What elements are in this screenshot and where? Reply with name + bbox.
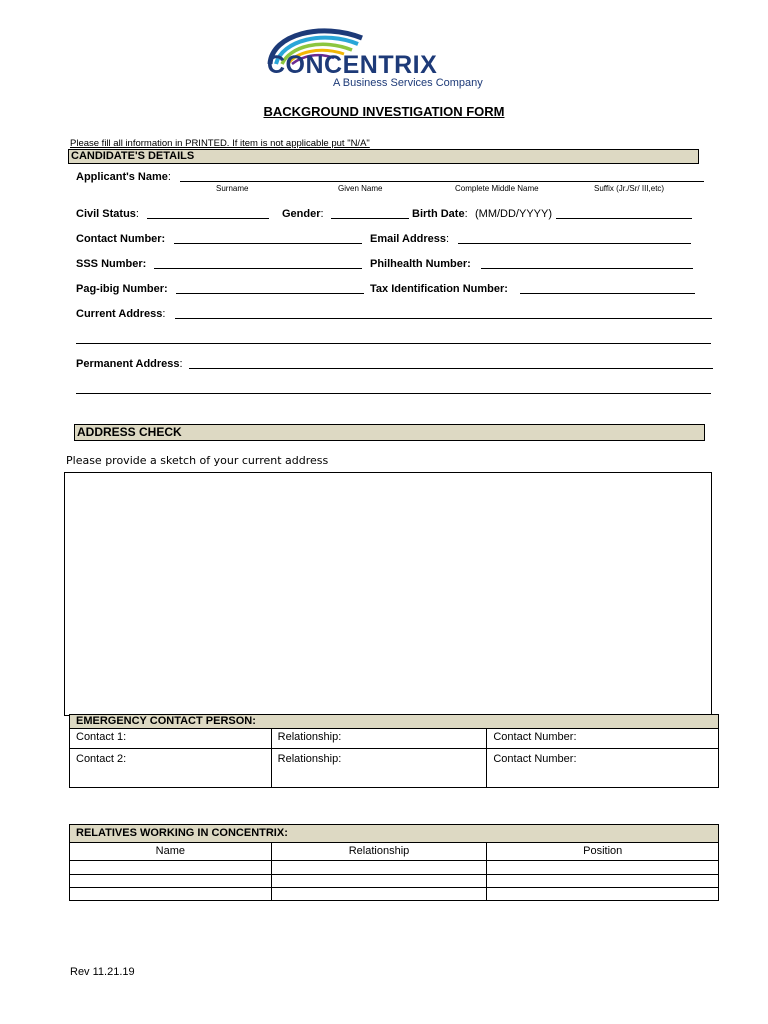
suffix-caption: Suffix (Jr./Sr/ III,etc) [594, 184, 665, 193]
relative-row-3-position[interactable] [487, 888, 719, 901]
civil-status-field[interactable] [147, 218, 269, 219]
tin-field[interactable] [520, 293, 695, 294]
sketch-instruction: Please provide a sketch of your current address [66, 454, 329, 467]
contact-2-cell[interactable]: Contact 2: [70, 749, 272, 788]
email-address-field[interactable] [458, 243, 691, 244]
relative-row-1-name[interactable] [70, 861, 272, 875]
contact-number-2-cell[interactable]: Contact Number: [487, 749, 719, 788]
pagibig-number-field[interactable] [176, 293, 364, 294]
surname-caption: Surname [216, 184, 249, 193]
pagibig-number-label: Pag-ibig Number: [76, 283, 168, 295]
fill-instructions: Please fill all information in PRINTED. If item is not applicable put "N/A" [70, 138, 370, 149]
relatives-col-name: Name [70, 843, 272, 861]
civil-status-label: Civil Status: [76, 208, 139, 220]
emergency-contact-table [69, 714, 719, 788]
relatives-col-position: Position [487, 843, 719, 861]
relative-row-3-relationship[interactable] [271, 888, 487, 901]
address-check-header: ADDRESS CHECK [74, 424, 705, 441]
applicant-name-label: Applicant's Name: [76, 171, 171, 183]
relative-row-2-position[interactable] [487, 875, 719, 888]
contact-number-field[interactable] [174, 243, 362, 244]
email-address-label: Email Address: [370, 233, 450, 245]
permanent-address-field-line-2[interactable] [76, 393, 711, 394]
birth-date-label: Birth Date: [412, 208, 468, 220]
permanent-address-field[interactable] [189, 368, 713, 369]
brand-tagline: A Business Services Company [333, 77, 483, 89]
current-address-label: Current Address: [76, 308, 166, 320]
address-sketch-area[interactable] [64, 472, 712, 716]
philhealth-number-label: Philhealth Number: [370, 258, 471, 270]
emergency-contact-header: EMERGENCY CONTACT PERSON: [70, 715, 719, 729]
relationship-1-cell[interactable]: Relationship: [271, 729, 487, 749]
sss-number-field[interactable] [154, 268, 362, 269]
contact-1-cell[interactable]: Contact 1: [70, 729, 272, 749]
relatives-header: RELATIVES WORKING IN CONCENTRIX: [70, 825, 719, 843]
relative-row-2-relationship[interactable] [271, 875, 487, 888]
tin-label: Tax Identification Number: [370, 283, 508, 295]
form-title: BACKGROUND INVESTIGATION FORM [263, 104, 505, 119]
current-address-field[interactable] [175, 318, 712, 319]
relative-row-1-position[interactable] [487, 861, 719, 875]
applicant-name-field[interactable] [180, 181, 704, 182]
gender-field[interactable] [331, 218, 409, 219]
candidate-details-header: CANDIDATE'S DETAILS [68, 149, 699, 164]
given-name-caption: Given Name [338, 184, 383, 193]
relatives-table [69, 824, 719, 901]
brand-name: CONCENTRIX [267, 51, 438, 79]
birth-date-field[interactable] [556, 218, 692, 219]
gender-label: Gender: [282, 208, 324, 220]
philhealth-number-field[interactable] [481, 268, 693, 269]
relationship-2-cell[interactable]: Relationship: [271, 749, 487, 788]
permanent-address-label: Permanent Address: [76, 358, 183, 370]
middle-name-caption: Complete Middle Name [455, 184, 539, 193]
contact-number-1-cell[interactable]: Contact Number: [487, 729, 719, 749]
birth-date-format: (MM/DD/YYYY) [475, 208, 552, 220]
revision-label: Rev 11.21.19 [70, 966, 135, 978]
relative-row-3-name[interactable] [70, 888, 272, 901]
relative-row-2-name[interactable] [70, 875, 272, 888]
contact-number-label: Contact Number: [76, 233, 166, 245]
current-address-field-line-2[interactable] [76, 343, 711, 344]
relative-row-1-relationship[interactable] [271, 861, 487, 875]
relatives-col-relationship: Relationship [271, 843, 487, 861]
sss-number-label: SSS Number: [76, 258, 147, 270]
